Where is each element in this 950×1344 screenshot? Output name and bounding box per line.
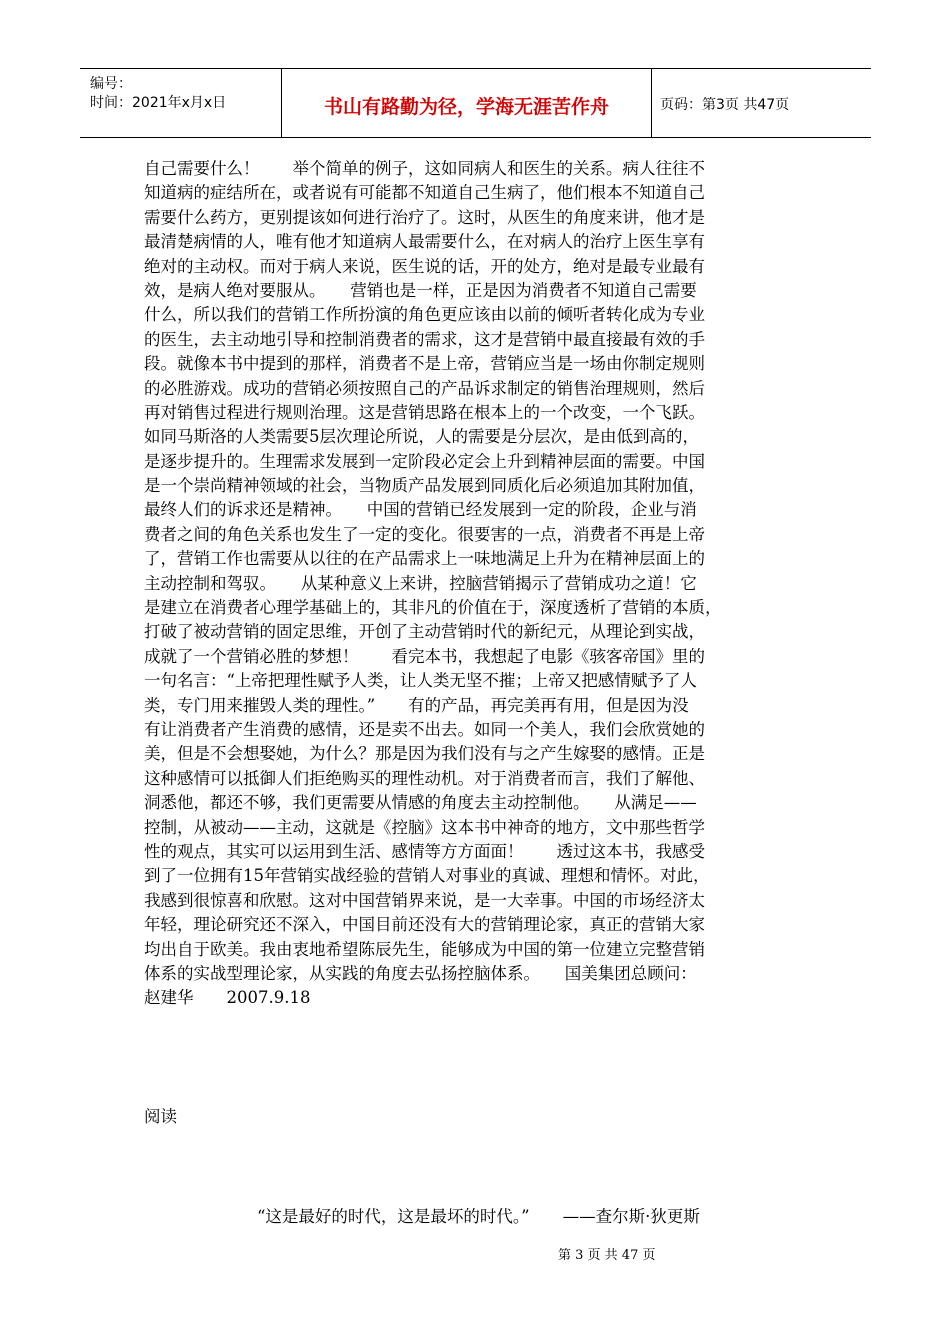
body-line: 的必胜游戏。成功的营销必须按照自己的产品诉求制定的销售治理规则，然后 (144, 378, 705, 398)
body-line: 性的观点，其实可以运用到生活、感情等方方面面！ 透过这本书，我感受 (144, 841, 705, 861)
body-line: 是逐步提升的。生理需求发展到一定阶段必定会上升到精神层面的需要。中国 (144, 451, 705, 471)
body-line: 洞悉他，都还不够，我们更需要从情感的角度去主动控制他。 从满足—— (144, 793, 697, 813)
body-line: 成就了一个营销必胜的梦想！ 看完本书，我想起了电影《骇客帝国》里的 (144, 646, 705, 666)
body-line: 绝对的主动权。而对于病人来说，医生说的话，开的处方，绝对是最专业最有 (144, 256, 705, 276)
read-label: 阅读 (144, 1107, 177, 1126)
body-line: 段。就像本书中提到的那样，消费者不是上帝，营销应当是一场由你制定规则 (144, 354, 705, 374)
body-line: 到了一位拥有15年营销实战经验的营销人对事业的真诚、理想和情怀。对此， (144, 866, 710, 886)
header-page-info: 页码：第3页 共47页 (660, 97, 790, 113)
body-line: 有让消费者产生消费的感情，还是卖不出去。如同一个美人，我们会欣赏她的 (144, 719, 705, 739)
body-line: 需要什么药方，更别提该如何进行治疗了。这时，从医生的角度来讲，他才是 (144, 207, 705, 227)
body-line: 的医生，去主动地引导和控制消费者的需求，这才是营销中最直接最有效的手 (144, 329, 705, 349)
document-number-label: 编号： (90, 76, 132, 92)
body-line: 控制，从被动——主动，这就是《控脑》这本书中神奇的地方，文中那些哲学 (144, 817, 705, 837)
body-line: 如同马斯洛的人类需要5层次理论所说，人的需要是分层次，是由低到高的， (144, 427, 699, 447)
dickens-quote: “这是最好的时代，这是最坏的时代。” ——查尔斯·狄更斯 (257, 1207, 700, 1226)
body-line: 最终人们的诉求还是精神。 中国的营销已经发展到一定的阶段，企业与消 (144, 500, 697, 520)
body-line: 年轻，理论研究还不深入，中国目前还没有大的营销理论家，真正的营销大家 (144, 915, 705, 935)
header-meta-cell (80, 69, 282, 137)
body-line: 赵建华 2007.9.18 (144, 988, 311, 1008)
body-line: 费者之间的角色关系也发生了一定的变化。很要害的一点，消费者不再是上帝 (144, 524, 705, 544)
body-line: 我感到很惊喜和欣慰。这对中国营销界来说，是一大幸事。中国的市场经济太 (144, 890, 705, 910)
body-line: 自己需要什么！ 举个简单的例子，这如同病人和医生的关系。病人往往不 (144, 159, 705, 178)
document-date-label: 时间：2021年x月x日 (90, 95, 227, 111)
body-line: 体系的实战型理论家，从实践的角度去弘扬控脑体系。 国美集团总顾问： (144, 963, 697, 983)
header-motto-cell (282, 69, 652, 137)
body-line: 美，但是不会想娶她，为什么？那是因为我们没有与之产生嫁娶的感情。正是 (144, 744, 705, 764)
body-line: 类，专门用来摧毁人类的理性。” 有的产品，再完美再有用，但是因为没 (144, 695, 689, 715)
body-line: 什么，所以我们的营销工作所扮演的角色更应该由以前的倾听者转化成为专业 (144, 305, 705, 325)
body-line: 这种感情可以抵御人们拒绝购买的理性动机。对于消费者而言，我们了解他、 (144, 768, 705, 788)
page-header (80, 68, 871, 138)
body-line: 均出自于欧美。我由衷地希望陈辰先生，能够成为中国的第一位建立完整营销 (144, 939, 705, 959)
body-line: 一句名言：“上帝把理性赋予人类，让人类无坚不摧；上帝又把感情赋予了人 (144, 671, 697, 691)
body-line: 主动控制和驾驭。 从某种意义上来讲，控脑营销揭示了营销成功之道！它 (144, 573, 697, 593)
body-line: 了，营销工作也需要从以往的在产品需求上一味地满足上升为在精神层面上的 (144, 549, 705, 569)
body-text (144, 157, 808, 1011)
body-line: 是建立在消费者心理学基础上的，其非凡的价值在于，深度透析了营销的本质， (144, 598, 722, 618)
page-footer: 第 3 页 共 47 页 (558, 1248, 656, 1263)
body-line: 是一个崇尚精神领域的社会，当物质产品发展到同质化后必须追加其附加值， (144, 476, 705, 496)
header-motto: 书山有路勤为径，学海无涯苦作舟 (323, 96, 609, 118)
body-line: 再对销售过程进行规则治理。这是营销思路在根本上的一个改变，一个飞跃。 (144, 402, 705, 422)
body-line: 效，是病人绝对要服从。 营销也是一样，正是因为消费者不知道自己需要 (144, 280, 697, 300)
body-line: 知道病的症结所在，或者说有可能都不知道自己生病了，他们根本不知道自己 (144, 183, 705, 203)
body-line: 最清楚病情的人，唯有他才知道病人最需要什么，在对病人的治疗上医生享有 (144, 232, 705, 252)
body-line: 打破了被动营销的固定思维，开创了主动营销时代的新纪元，从理论到实战， (144, 622, 705, 642)
header-page-cell (652, 69, 871, 137)
